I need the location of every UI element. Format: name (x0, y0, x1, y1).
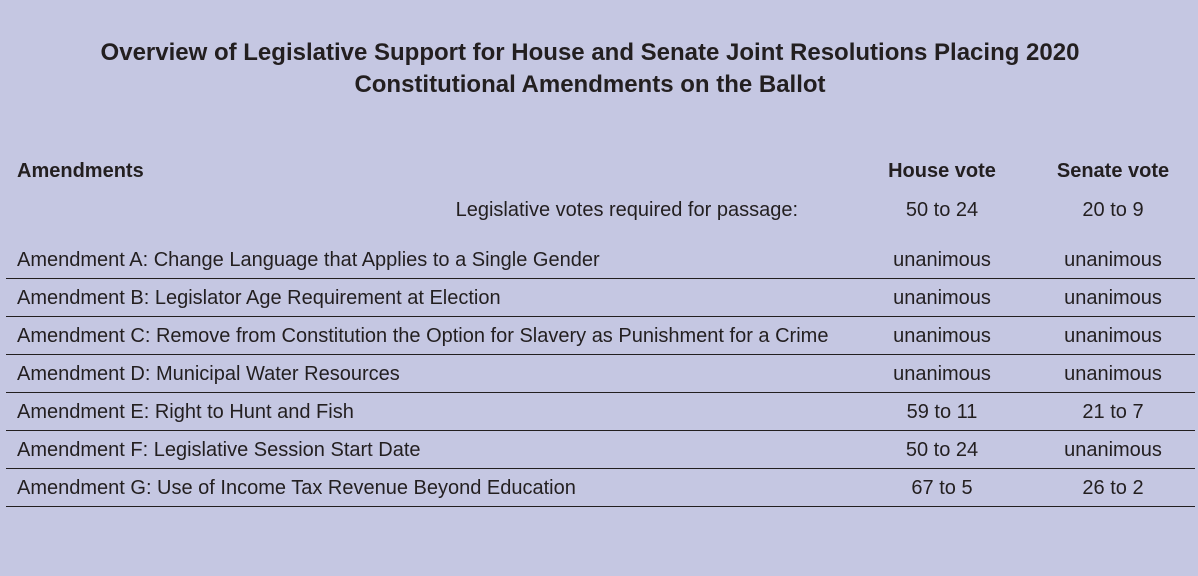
senate-vote: unanimous (1064, 249, 1162, 271)
house-vote: 67 to 5 (911, 477, 973, 499)
header-amendments: Amendments (17, 160, 144, 182)
senate-vote: unanimous (1064, 439, 1162, 461)
table-row (6, 279, 1195, 317)
header-house-vote: House vote (888, 160, 996, 182)
amendment-name: Amendment F: Legislative Session Start Date (17, 439, 421, 461)
header-senate-vote: Senate vote (1056, 160, 1170, 182)
house-vote: unanimous (893, 287, 991, 309)
house-vote: unanimous (893, 249, 991, 271)
amendment-name: Amendment C: Remove from Constitution the Option for Slavery as Punishment for a Crime (17, 325, 829, 347)
senate-vote: unanimous (1064, 325, 1162, 347)
senate-vote: unanimous (1064, 287, 1162, 309)
amendment-name: Amendment D: Municipal Water Resources (17, 363, 400, 385)
page-title (0, 37, 1180, 101)
title-line-1: Overview of Legislative Support for House and Senate Joint Resolutions Placing 2020 (100, 39, 1080, 66)
title-line-2: Constitutional Amendments on the Ballot (354, 71, 826, 98)
table-row (6, 355, 1195, 393)
table-row (6, 469, 1195, 507)
amendment-name: Amendment G: Use of Income Tax Revenue Beyond Education (17, 477, 576, 499)
table-row (6, 317, 1195, 355)
table-row (6, 241, 1195, 279)
house-vote: 50 to 24 (905, 439, 979, 461)
required-senate-votes: 20 to 9 (1082, 199, 1144, 221)
table-row (6, 431, 1195, 469)
required-house-votes: 50 to 24 (905, 199, 979, 221)
required-votes-row (0, 199, 1198, 225)
house-vote: unanimous (893, 325, 991, 347)
senate-vote: 26 to 2 (1082, 477, 1144, 499)
amendment-name: Amendment B: Legislator Age Requirement at Election (17, 287, 501, 309)
house-vote: unanimous (893, 363, 991, 385)
table-row (6, 393, 1195, 431)
senate-vote: unanimous (1064, 363, 1162, 385)
amendments-table (6, 241, 1195, 507)
house-vote: 59 to 11 (906, 401, 978, 423)
amendment-name: Amendment E: Right to Hunt and Fish (17, 401, 354, 423)
required-votes-label: Legislative votes required for passage: (455, 199, 798, 221)
amendment-name: Amendment A: Change Language that Applies to a Single Gender (17, 249, 600, 271)
table-header (0, 160, 1198, 186)
senate-vote: 21 to 7 (1082, 401, 1144, 423)
